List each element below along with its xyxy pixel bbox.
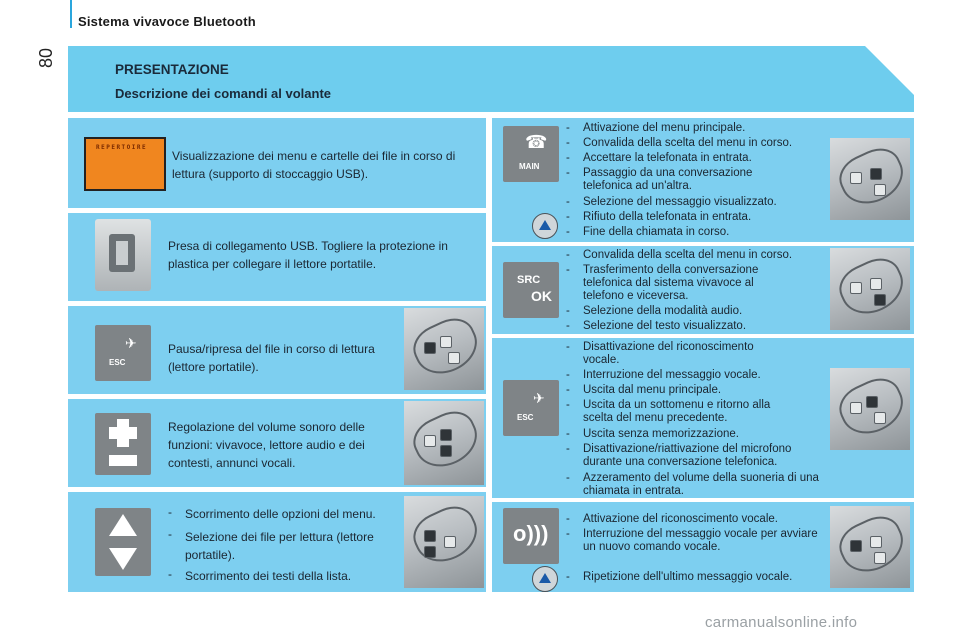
voice-recognition-icon — [503, 508, 559, 564]
panel-usb-text: Presa di collegamento USB. Togliere la protezione in plastica per collegare il lettore portatile. — [168, 239, 448, 271]
usb-socket-icon — [95, 219, 151, 291]
panel-voice-list: - Attivazione del riconoscimento vocale. - Interruzione del messaggio vocale per avviare un nuovo comando vocale. - Ripetizione dell'ultimo messaggio vocale. — [566, 513, 818, 583]
src-ok-button-icon — [503, 262, 559, 318]
repertoire-display-label: REPERTOIRE — [96, 144, 148, 151]
banner-subtitle: Descrizione dei comandi al volante — [115, 86, 332, 101]
panel-volume-text: Regolazione del volume sonoro delle funzioni: vivavoce, lettore audio e dei contesti, annunci vocali. — [168, 420, 365, 470]
steering-joystick-icon — [532, 213, 558, 239]
repertoire-button-icon — [84, 137, 166, 191]
steering-wheel-controls-image — [404, 496, 484, 588]
up-down-arrows-icon — [95, 508, 151, 576]
panel-scroll-list: - Scorrimento delle opzioni del menu. - Selezione dei file per lettura (lettore portatile). - Scorrimento dei testi della lista. — [168, 505, 376, 583]
esc-label: ESC — [109, 358, 126, 367]
src-label: SRC — [517, 274, 541, 286]
sound-waves-icon: o))) — [513, 521, 549, 546]
mute-icon: ✈ — [533, 390, 545, 406]
panel-pause-text: Pausa/ripresa del file in corso di lettura (lettore portatile). — [168, 342, 375, 374]
phone-icon: ☎ — [525, 132, 548, 152]
esc-button-icon — [503, 380, 559, 436]
steering-wheel-controls-image — [830, 248, 910, 330]
title-banner — [68, 46, 914, 112]
panel-main-list: - Attivazione del menu principale. - Convalida della scelta del menu in corso. - Accettare la telefonata in entrata. - Passaggio da una conversazione telefonica ad un'altra. - Selezione del messaggio visualizzato. - Rifiuto della telefonata in entrata. - Fine della chiamata in corso. — [566, 122, 793, 238]
steering-wheel-controls-image — [830, 368, 910, 450]
banner-title: PRESENTAZIONE — [115, 62, 229, 77]
steering-wheel-controls-image — [404, 401, 484, 485]
plus-minus-icon — [95, 413, 151, 475]
steering-wheel-controls-image — [830, 138, 910, 220]
header-accent-line — [70, 0, 72, 28]
panel-repertoire-text: Visualizzazione dei menu e cartelle dei file in corso di lettura (supporto di stoccaggio USB). — [172, 149, 456, 181]
steering-joystick-icon — [532, 566, 558, 592]
main-label: MAIN — [519, 162, 540, 171]
mute-icon: ✈ — [125, 335, 137, 351]
esc-button-icon — [95, 325, 151, 381]
panel-esc-list: - Disattivazione del riconoscimento vocale. - Interruzione del messaggio vocale. - Uscita dal menu principale. - Uscita da un sottomenu e ritorno alla scelta del menu precedente. - Uscita senza memorizzazione. - Disattivazione/riattivazione del microfono durante una conversazione telefonica. - Azzeramento del volume della suoneria di una chiamata in entrata. — [566, 341, 819, 497]
esc-label: ESC — [517, 413, 534, 422]
steering-wheel-controls-image — [404, 308, 484, 390]
watermark-text: carmanualsonline.info — [705, 614, 858, 631]
ok-label: OK — [531, 288, 552, 304]
section-title: Sistema vivavoce Bluetooth — [78, 14, 256, 29]
steering-wheel-controls-image — [830, 506, 910, 588]
main-phone-button-icon — [503, 126, 559, 182]
panel-src-ok-list: - Convalida della scelta del menu in corso. - Trasferimento della conversazione telefonica dal sistema vivavoce al telefono e viceversa. - Selezione della modalità audio. - Selezione del testo visualizzato. — [566, 249, 793, 332]
page-number: 80 — [36, 47, 56, 68]
